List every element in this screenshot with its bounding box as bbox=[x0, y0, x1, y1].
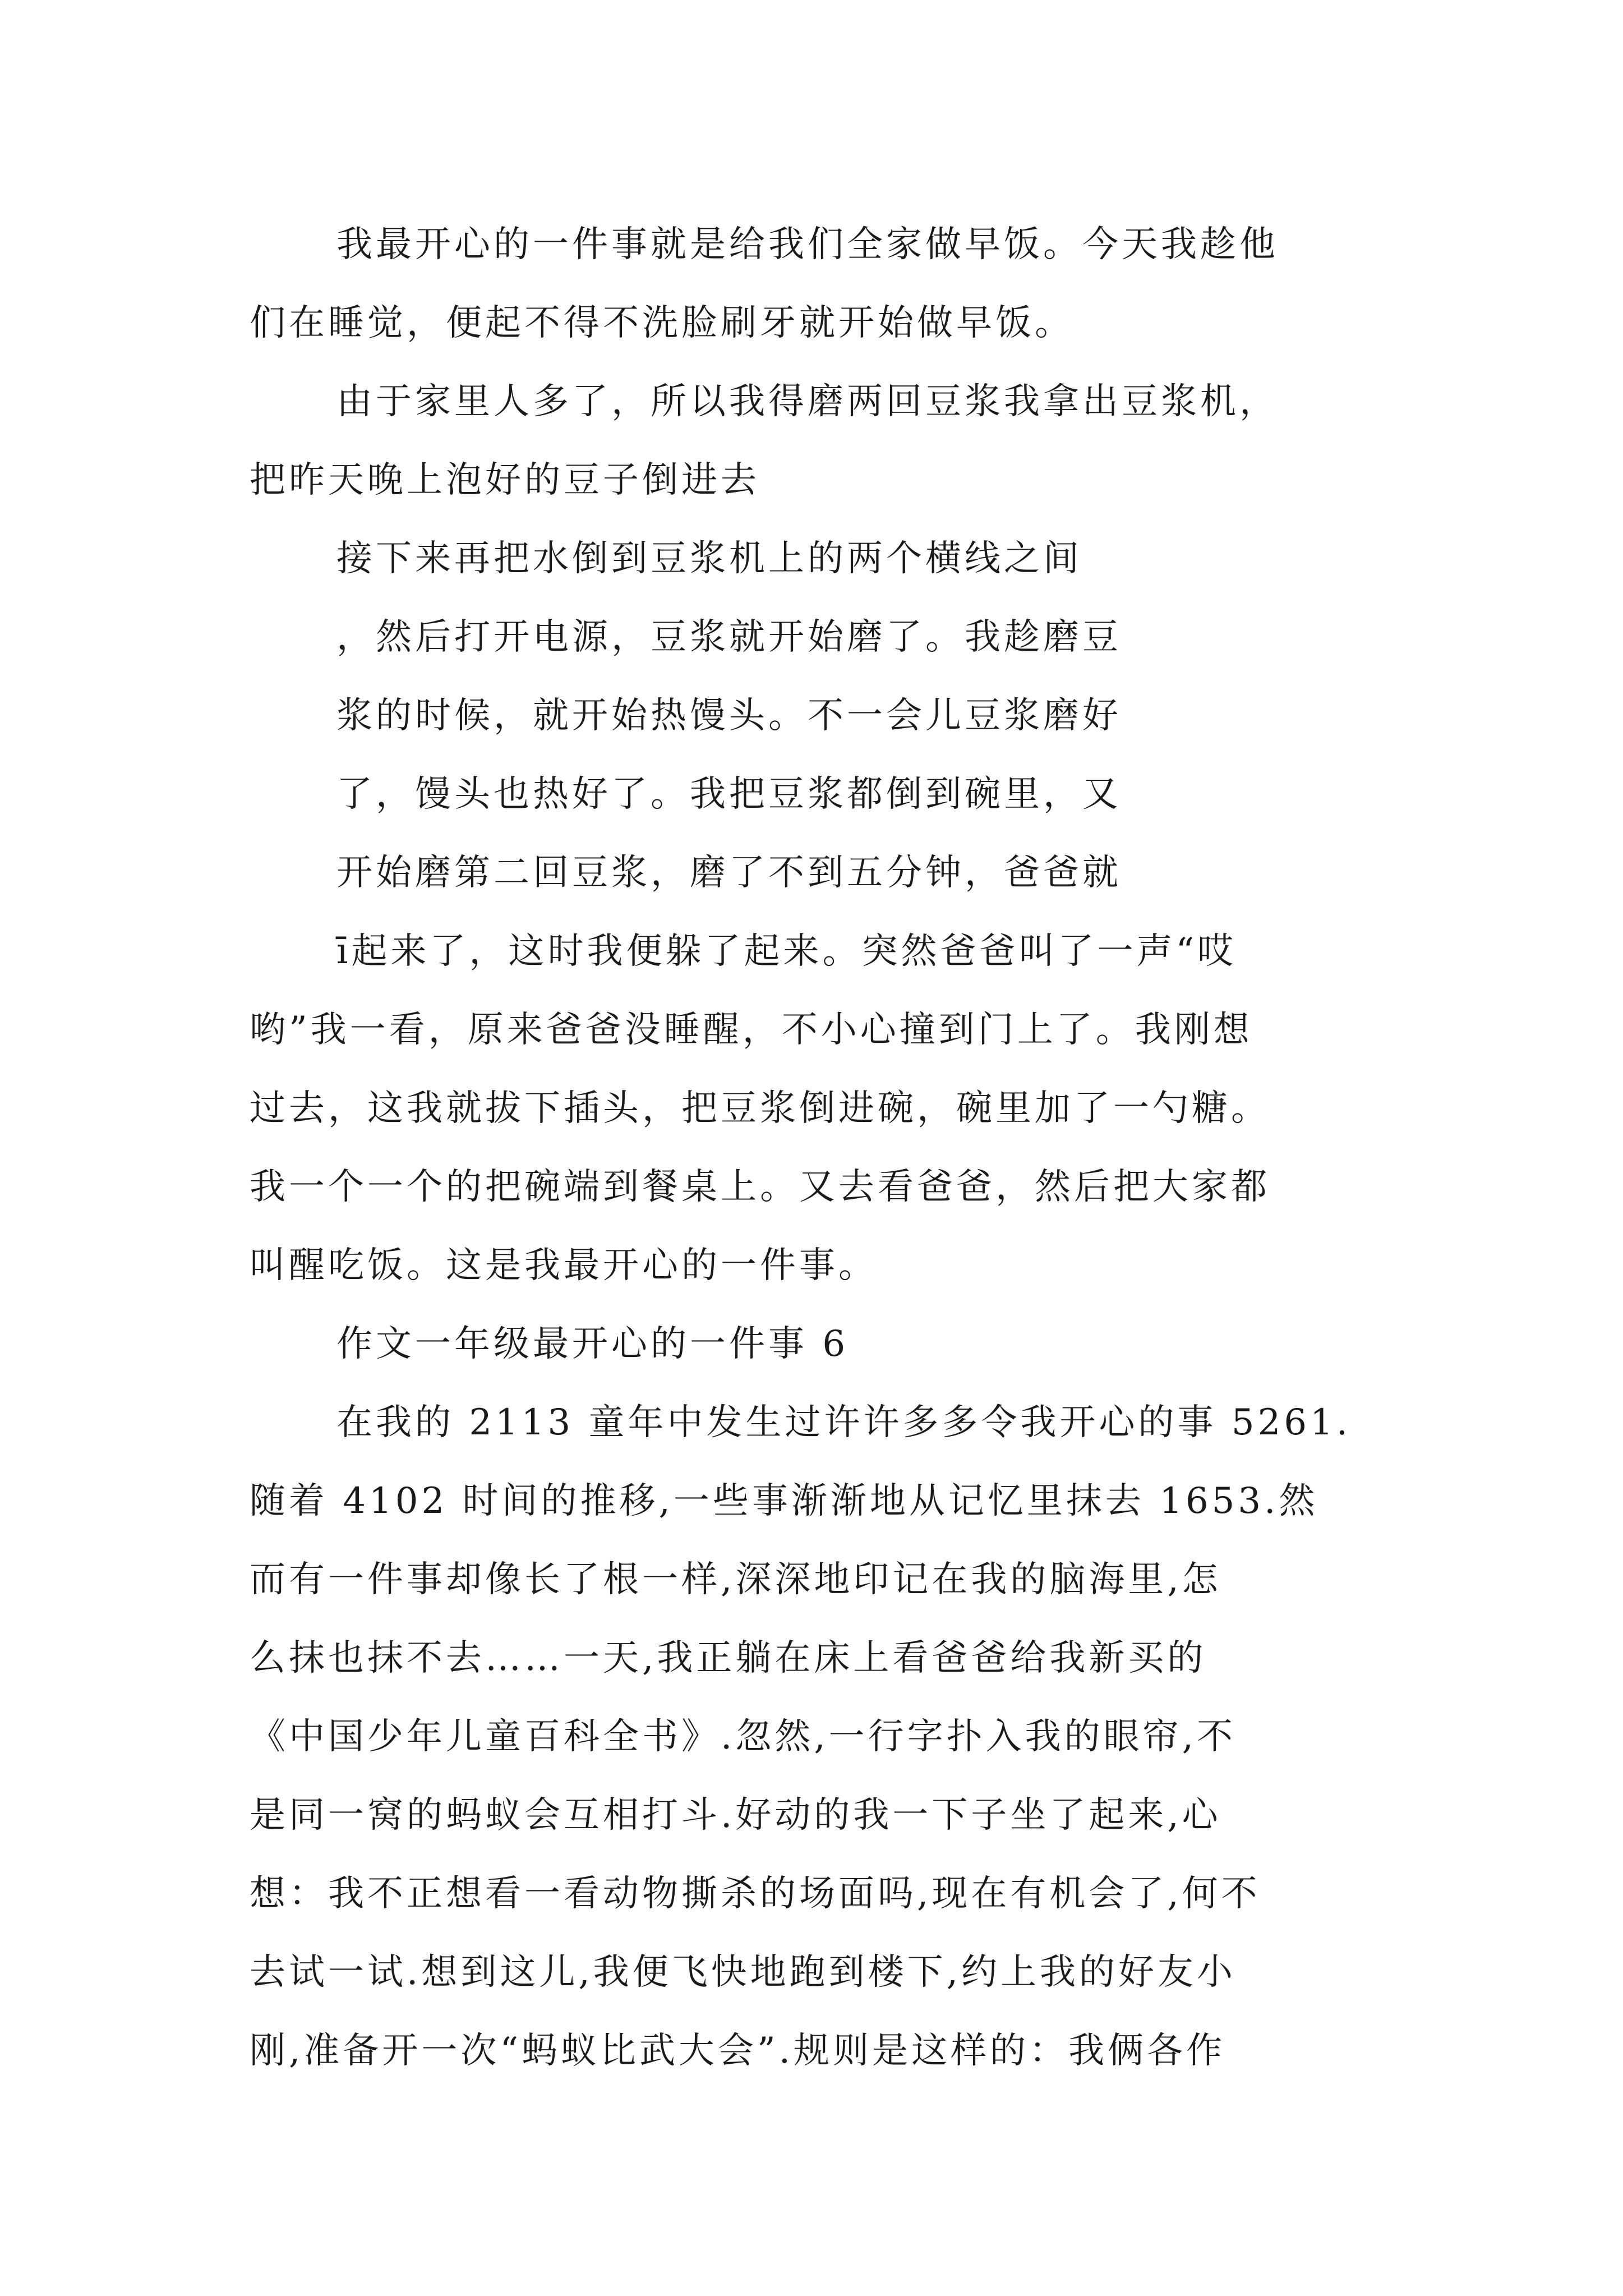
text-line: 是同一窝的蚂蚁会互相打斗.好动的我一下子坐了起来,心 bbox=[250, 1795, 1221, 1836]
text-line: 想：我不正想看一看动物撕杀的场面吗,现在有机会了,何不 bbox=[250, 1873, 1261, 1915]
text-line: 过去，这我就拔下插头，把豆浆倒进碗，碗里加了一勺糖。 bbox=[250, 1088, 1270, 1129]
text-line: 我最开心的一件事就是给我们全家做早饭。今天我趁他 bbox=[336, 224, 1279, 265]
text-line: 开始磨第二回豆浆，磨了不到五分钟，爸爸就 bbox=[336, 852, 1122, 894]
text-line: 叫醒吃饭。这是我最开心的一件事。 bbox=[250, 1245, 878, 1286]
text-line: 接下来再把水倒到豆浆机上的两个横线之间 bbox=[336, 538, 1082, 579]
text-line: 《中国少年儿童百科全书》.忽然,一行字扑入我的眼帘,不 bbox=[250, 1716, 1237, 1757]
text-line: ī起来了，这时我便躲了起来。突然爸爸叫了一声“哎 bbox=[336, 931, 1237, 972]
text-line: 在我的 2113 童年中发生过许许多多令我开心的事 5261. bbox=[336, 1402, 1352, 1443]
text-line: 了，馒头也热好了。我把豆浆都倒到碗里，又 bbox=[336, 774, 1122, 815]
text-line: 哟”我一看，原来爸爸没睡醒，不小心撞到门上了。我刚想 bbox=[250, 1009, 1253, 1051]
text-line: 由于家里人多了，所以我得磨两回豆浆我拿出豆浆机， bbox=[336, 381, 1279, 422]
text-line: 随着 4102 时间的推移,一些事渐渐地从记忆里抹去 1653.然 bbox=[250, 1480, 1318, 1522]
text-line: 把昨天晚上泡好的豆子倒进去 bbox=[250, 459, 760, 501]
text-line: ，然后打开电源，豆浆就开始磨了。我趁磨豆 bbox=[336, 616, 1122, 658]
text-line: 刚,准备开一次“蚂蚁比武大会”.规则是这样的：我俩各作 bbox=[250, 2030, 1226, 2072]
text-line: 而有一件事却像长了根一样,深深地印记在我的脑海里,怎 bbox=[250, 1559, 1221, 1600]
text-line: 浆的时候，就开始热馒头。不一会儿豆浆磨好 bbox=[336, 695, 1122, 737]
text-line: 去试一试.想到这儿,我便飞快地跑到楼下,约上我的好友小 bbox=[250, 1952, 1237, 1993]
section-heading: 作文一年级最开心的一件事 6 bbox=[336, 1323, 849, 1365]
text-line: 么抹也抹不去……一天,我正躺在床上看爸爸给我新买的 bbox=[250, 1637, 1207, 1679]
text-line: 们在睡觉，便起不得不洗脸刷牙就开始做早饭。 bbox=[250, 302, 1074, 344]
text-line: 我一个一个的把碗端到餐桌上。又去看爸爸，然后把大家都 bbox=[250, 1166, 1270, 1208]
